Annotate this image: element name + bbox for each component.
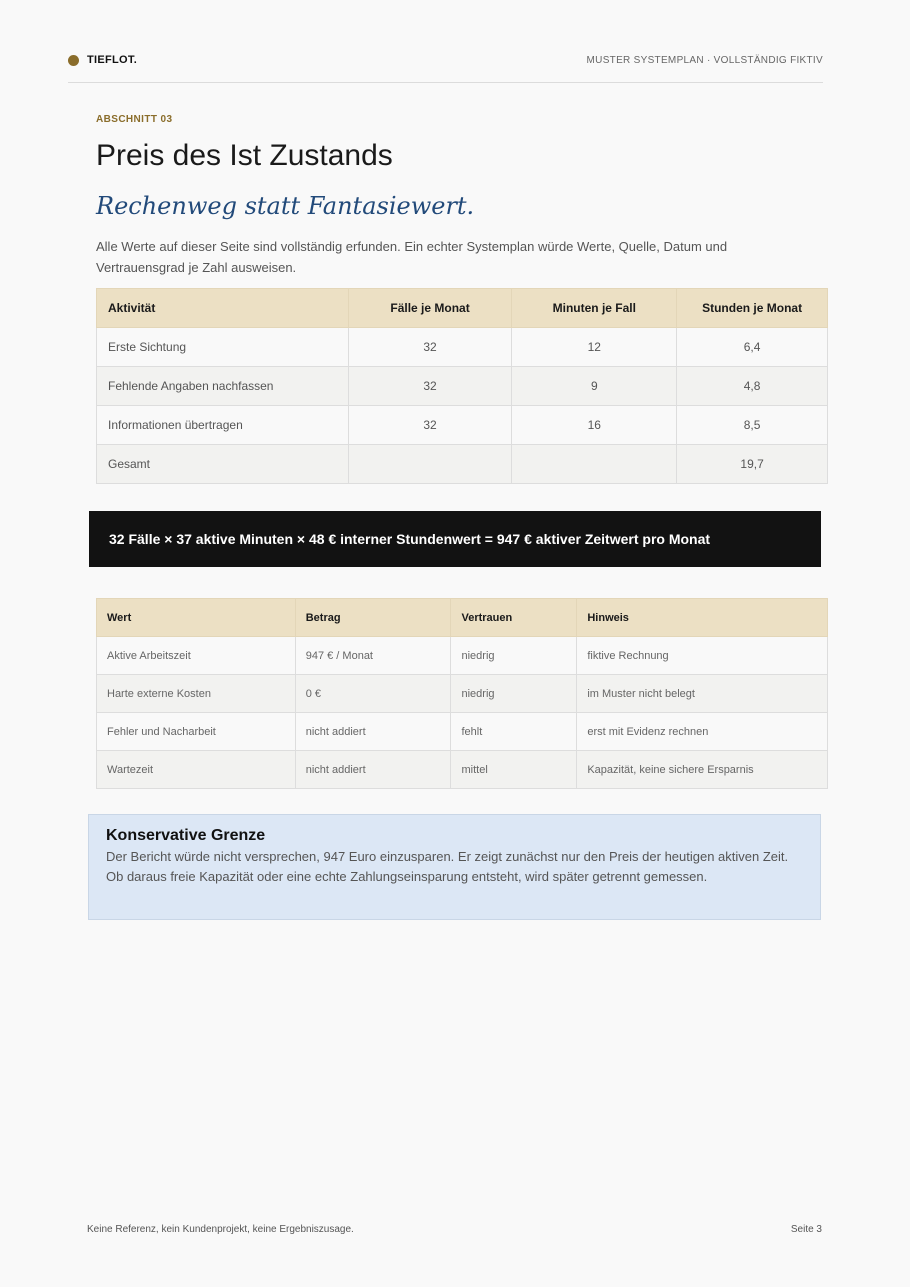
column-header: Fälle je Monat xyxy=(348,289,512,328)
brand xyxy=(68,54,137,66)
column-header: Aktivität xyxy=(97,289,349,328)
table-cell: niedrig xyxy=(451,637,577,675)
table-cell: erst mit Evidenz rechnen xyxy=(577,713,828,751)
table-cell: Gesamt xyxy=(97,445,349,484)
table-row xyxy=(97,406,828,445)
table-cell: niedrig xyxy=(451,675,577,713)
table-cell: 6,4 xyxy=(677,328,828,367)
table-cell: 32 xyxy=(348,406,512,445)
activity-table xyxy=(96,288,828,484)
table-cell: Harte externe Kosten xyxy=(97,675,296,713)
table-row xyxy=(97,675,828,713)
table-cell: fiktive Rechnung xyxy=(577,637,828,675)
value-table xyxy=(96,598,828,789)
table-cell: 19,7 xyxy=(677,445,828,484)
table-cell: 947 € / Monat xyxy=(295,637,451,675)
page-subtitle: Rechenweg statt Fantasiewert. xyxy=(96,192,475,220)
table-cell: Erste Sichtung xyxy=(97,328,349,367)
table-row xyxy=(97,637,828,675)
table-cell: Wartezeit xyxy=(97,751,296,789)
table-total-row xyxy=(97,445,828,484)
callout-title: Konservative Grenze xyxy=(106,827,266,844)
formula-banner: 32 Fälle × 37 aktive Minuten × 48 € interner Stundenwert = 947 € aktiver Zeitwert pro Monat xyxy=(89,511,821,567)
table-cell: 0 € xyxy=(295,675,451,713)
table-cell: 16 xyxy=(512,406,677,445)
callout-box xyxy=(88,814,821,920)
table-cell: 8,5 xyxy=(677,406,828,445)
column-header: Hinweis xyxy=(577,599,828,637)
table-cell: fehlt xyxy=(451,713,577,751)
page-number: Seite 3 xyxy=(790,1224,822,1235)
column-header: Minuten je Fall xyxy=(512,289,677,328)
table-row xyxy=(97,713,828,751)
column-header: Vertrauen xyxy=(451,599,577,637)
section-label: ABSCHNITT 03 xyxy=(96,114,173,125)
intro-text: Alle Werte auf dieser Seite sind vollständig erfunden. Ein echter Systemplan würde Werte, Quelle, Datum und Vertrauensgrad je Zahl ausweisen. xyxy=(96,239,728,275)
table-cell: im Muster nicht belegt xyxy=(577,675,828,713)
table-cell: Informationen übertragen xyxy=(97,406,349,445)
callout-text: Der Bericht würde nicht versprechen, 947 Euro einzusparen. Er zeigt zunächst nur den Preis der heutigen aktiven Zeit. Ob daraus freie Kapazität oder eine echte Zahlungseinsparung entsteht, wird später getrennt gemessen. xyxy=(106,849,789,884)
brand-name: TIEFLOT. xyxy=(87,54,138,66)
table-cell: Fehler und Nacharbeit xyxy=(97,713,296,751)
table-row xyxy=(97,751,828,789)
column-header: Stunden je Monat xyxy=(677,289,828,328)
header-meta: MUSTER SYSTEMPLAN · VOLLSTÄNDIG FIKTIV xyxy=(586,55,823,66)
table-cell: Kapazität, keine sichere Ersparnis xyxy=(577,751,828,789)
table-cell: Aktive Arbeitszeit xyxy=(97,637,296,675)
page-header xyxy=(68,52,823,83)
table-header-row xyxy=(97,599,828,637)
table-cell: nicht addiert xyxy=(295,751,451,789)
column-header: Wert xyxy=(97,599,296,637)
table-cell: 4,8 xyxy=(677,367,828,406)
footer-disclaimer: Keine Referenz, kein Kundenprojekt, keine Ergebniszusage. xyxy=(87,1224,354,1235)
brand-dot-icon xyxy=(68,55,79,66)
table-cell: Fehlende Angaben nachfassen xyxy=(97,367,349,406)
table-cell xyxy=(512,445,677,484)
table-row xyxy=(97,328,828,367)
page-title: Preis des Ist Zustands xyxy=(96,139,393,172)
table-cell: 12 xyxy=(512,328,677,367)
table-row xyxy=(97,367,828,406)
table-cell: 9 xyxy=(512,367,677,406)
table-header-row xyxy=(97,289,828,328)
table-cell: nicht addiert xyxy=(295,713,451,751)
column-header: Betrag xyxy=(295,599,451,637)
table-cell xyxy=(348,445,512,484)
table-cell: 32 xyxy=(348,367,512,406)
table-cell: 32 xyxy=(348,328,512,367)
table-cell: mittel xyxy=(451,751,577,789)
